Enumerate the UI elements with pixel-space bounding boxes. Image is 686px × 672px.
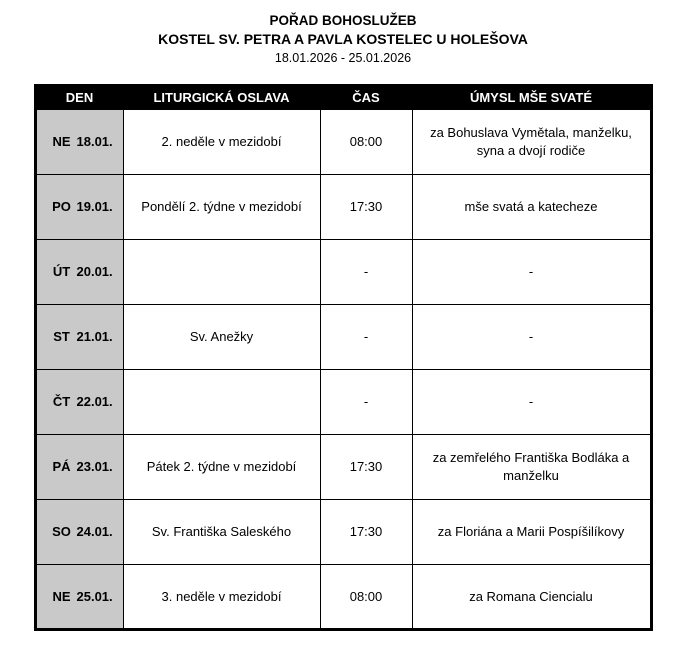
day-date: 22.01. [76, 394, 113, 410]
liturgy-cell: Sv. Anežky [123, 304, 320, 369]
day-abbr: ČT [52, 394, 71, 410]
liturgy-cell: Pátek 2. týdne v mezidobí [123, 434, 320, 499]
table-row [35, 499, 651, 564]
day-date: 20.01. [76, 264, 113, 280]
column-header-oslava: LITURGICKÁ OSLAVA [123, 85, 320, 109]
intention-cell: - [412, 239, 651, 304]
day-abbr: NE [52, 134, 71, 150]
time-cell: 08:00 [320, 109, 412, 174]
day-abbr: PÁ [52, 459, 71, 475]
day-abbr: ÚT [52, 264, 71, 280]
day-date: 24.01. [76, 524, 113, 540]
day-abbr: PO [52, 199, 71, 215]
time-cell: 17:30 [320, 434, 412, 499]
day-cell [35, 174, 123, 239]
table-row [35, 239, 651, 304]
intention-cell: - [412, 304, 651, 369]
liturgy-cell: Sv. Františka Saleského [123, 499, 320, 564]
day-cell [35, 304, 123, 369]
table-row [35, 304, 651, 369]
day-cell [35, 434, 123, 499]
liturgy-cell [123, 239, 320, 304]
time-cell: - [320, 304, 412, 369]
liturgy-cell: 3. neděle v mezidobí [123, 564, 320, 629]
liturgy-cell: 2. neděle v mezidobí [123, 109, 320, 174]
document-header [0, 0, 686, 68]
page-title: POŘAD BOHOSLUŽEB [269, 13, 417, 28]
intention-cell: za Romana Ciencialu [412, 564, 651, 629]
intention-cell: za Bohuslava Vymětala, manželku, syna a dvojí rodiče [412, 109, 651, 174]
day-date: 19.01. [76, 199, 113, 215]
day-date: 18.01. [76, 134, 113, 150]
intention-cell: - [412, 369, 651, 434]
column-header-den: DEN [35, 85, 123, 109]
table-row [35, 369, 651, 434]
table-row [35, 109, 651, 174]
table-row [35, 434, 651, 499]
page-subtitle: KOSTEL SV. PETRA A PAVLA KOSTELEC U HOLEŠOVA [158, 31, 528, 48]
date-range: 18.01.2026 - 25.01.2026 [274, 51, 412, 66]
day-date: 21.01. [76, 329, 113, 345]
intention-cell: za Floriána a Marii Pospíšilíkovy [412, 499, 651, 564]
time-cell: 17:30 [320, 499, 412, 564]
day-cell [35, 564, 123, 629]
day-abbr: NE [52, 588, 71, 604]
column-header-umysl: ÚMYSL MŠE SVATÉ [412, 85, 651, 109]
day-cell [35, 369, 123, 434]
schedule-table [34, 84, 653, 631]
intention-cell: za zemřelého Františka Bodláka a manželku [412, 434, 651, 499]
intention-cell: mše svatá a katecheze [412, 174, 651, 239]
column-header-cas: ČAS [320, 85, 412, 109]
time-cell: 08:00 [320, 564, 412, 629]
day-abbr: ST [53, 329, 70, 345]
day-date: 25.01. [76, 588, 113, 604]
time-cell: - [320, 239, 412, 304]
time-cell: 17:30 [320, 174, 412, 239]
day-cell [35, 109, 123, 174]
table-row [35, 564, 651, 629]
liturgy-cell: Pondělí 2. týdne v mezidobí [123, 174, 320, 239]
day-cell [35, 499, 123, 564]
liturgy-cell [123, 369, 320, 434]
header-row [35, 85, 651, 109]
day-date: 23.01. [76, 459, 113, 475]
day-cell [35, 239, 123, 304]
time-cell: - [320, 369, 412, 434]
day-abbr: SO [52, 524, 71, 540]
table-row [35, 174, 651, 239]
